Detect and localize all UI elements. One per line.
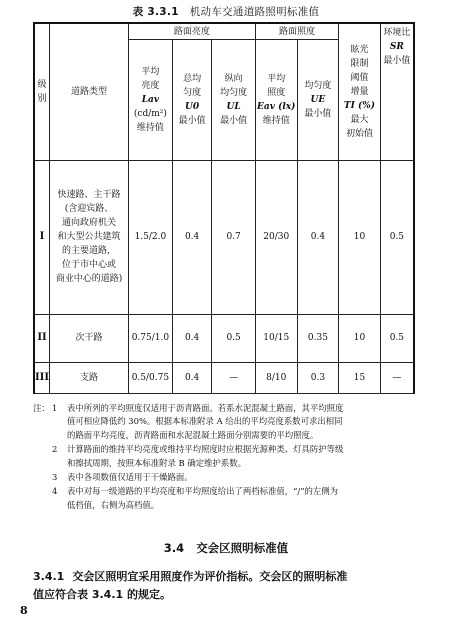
cell-ul: 0.7: [212, 160, 255, 314]
cell-ti: 10: [339, 314, 381, 362]
table-caption: [0, 4, 452, 19]
table-number: 表 3.3.1: [132, 6, 179, 18]
header-level: 级别: [34, 23, 50, 160]
header-road-type: 道路类型: [50, 23, 129, 160]
paragraph-number: 3.4.1: [33, 570, 65, 583]
header-avg-luminance: 平均 亮度 Lav (cd/m²) 维持值: [128, 40, 172, 161]
header-surround-ratio: 环境比 SR 最小值: [380, 23, 414, 160]
cell-ue: 0.4: [297, 160, 339, 314]
header-illuminance-uniformity: 均匀度 UE 最小值: [297, 40, 339, 161]
lighting-standard-table: [33, 22, 415, 394]
cell-u0: 0.4: [172, 314, 212, 362]
cell-ul: —: [212, 362, 255, 393]
header-longitudinal-uniformity: 纵向 均匀度 UL 最小值: [212, 40, 255, 161]
header-glare: 眩光 限制 阈值 增量 TI (%) 最大 初始值: [339, 23, 381, 160]
section-number: 3.4: [163, 541, 185, 555]
row-road-type: 支路: [50, 362, 129, 393]
section-title: 交会区照明标准值: [196, 541, 289, 555]
cell-sr: 0.5: [380, 314, 414, 362]
cell-eav: 10/15: [255, 314, 297, 362]
page-number: 8: [20, 604, 28, 617]
row-level: II: [34, 314, 50, 362]
cell-ti: 10: [339, 160, 381, 314]
row-level: I: [34, 160, 50, 314]
note-item: 2 计算路面的维持平均亮度或维持平均照度时应根据光源种类、灯具防护等级 和擦拭周期，按照本标准附录 B 确定维护系数。: [52, 444, 344, 468]
note-item: 4 表中对每一级道路的平均亮度和平均照度给出了两档标准值，“/”的左侧为 低档值，右侧为高档值。: [52, 486, 339, 510]
cell-avg-luminance: 0.5/0.75: [128, 362, 172, 393]
table-row: [34, 160, 414, 314]
header-group-illuminance: 路面照度: [255, 23, 338, 40]
notes-label: 注：: [33, 403, 50, 413]
note-item: 注： 1 表中所列的平均照度仅适用于沥青路面。若系水泥混凝土路面，其平均照度 值可相应降低约 30%。根据本标准附录 A 给出的平均亮度系数可求出相同 的路面平均亮度，沥青路面和水泥混凝土路面分别需要的平均照度。: [33, 403, 344, 440]
table-row: [34, 314, 414, 362]
header-overall-uniformity: 总均 匀度 U0 最小值: [172, 40, 212, 161]
cell-ti: 15: [339, 362, 381, 393]
cell-ue: 0.3: [297, 362, 339, 393]
row-road-type: 次干路: [50, 314, 129, 362]
header-avg-illuminance: 平均 照度 Eav (lx) 维持值: [255, 40, 297, 161]
section-heading: [0, 540, 452, 556]
row-road-type: 快速路、主干路 (含迎宾路、 通向政府机关 和大型公共建筑 的主要道路， 位于市中心或 商业中心的道路): [50, 160, 129, 314]
table-notes: [33, 402, 433, 513]
table-row: [34, 362, 414, 393]
cell-sr: —: [380, 362, 414, 393]
cell-ul: 0.5: [212, 314, 255, 362]
cell-u0: 0.4: [172, 362, 212, 393]
note-item: 3 表中各项数值仅适用于干燥路面。: [52, 472, 193, 483]
header-group-luminance: 路面亮度: [128, 23, 255, 40]
cell-u0: 0.4: [172, 160, 212, 314]
cell-ue: 0.35: [297, 314, 339, 362]
cell-sr: 0.5: [380, 160, 414, 314]
cell-avg-luminance: 0.75/1.0: [128, 314, 172, 362]
cell-eav: 8/10: [255, 362, 297, 393]
table-title: 机动车交通道路照明标准值: [189, 6, 320, 18]
row-level: III: [34, 362, 50, 393]
cell-avg-luminance: 1.5/2.0: [128, 160, 172, 314]
cell-eav: 20/30: [255, 160, 297, 314]
paragraph-3-4-1: 3.4.1 交会区照明宜采用照度作为评价指标。交会区的照明标准 值应符合表 3.4.1 的规定。: [33, 570, 348, 601]
